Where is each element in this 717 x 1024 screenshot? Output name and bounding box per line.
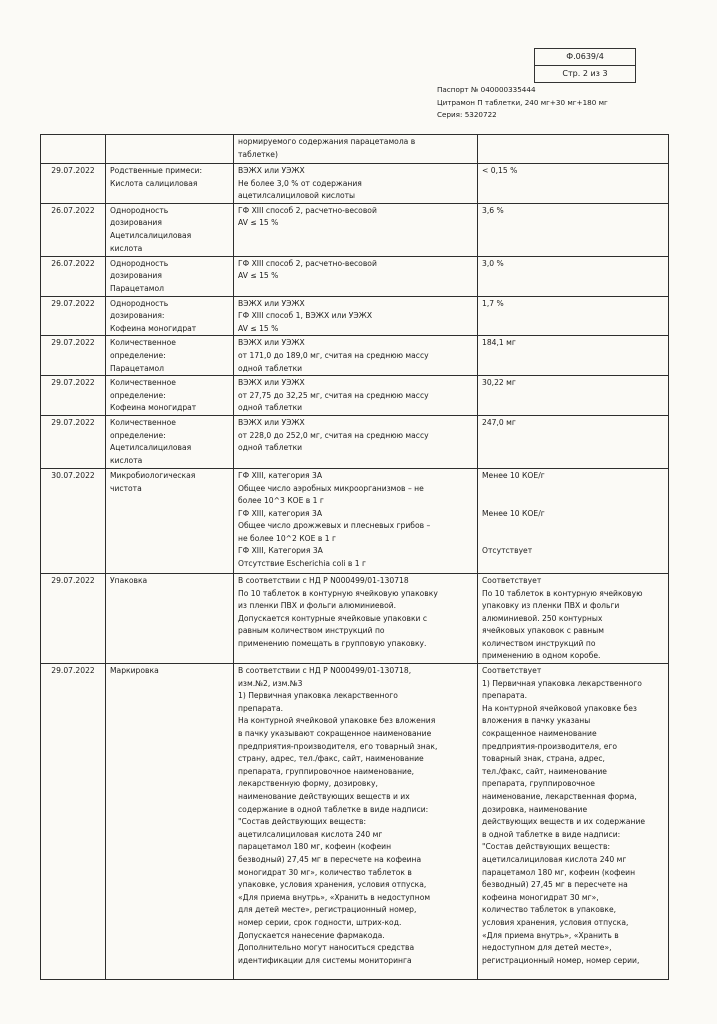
table-row — [41, 664, 669, 980]
row-indicator: Маркировка — [106, 664, 234, 980]
table-row — [41, 256, 669, 296]
table-row — [41, 468, 669, 573]
row-result: 30,22 мг — [478, 376, 669, 416]
row-result: 184,1 мг — [478, 336, 669, 376]
table-row — [41, 573, 669, 663]
page-number: Стр. 2 из 3 — [562, 69, 608, 78]
row-date: 29.07.2022 — [41, 164, 106, 204]
row-result: 3,6 % — [478, 203, 669, 256]
row-indicator: Однородность дозирования Ацетилсалициловая кислота — [106, 203, 234, 256]
row-requirement: В соответствии с НД Р N000499/01-130718 По 10 таблеток в контурную ячейковую упаковку из пленки ПВХ и фольги алюминиевой. Допускается контурные ячейковые упаковки с равным количеством инструкций по применению помещать в групповую упаковку. — [234, 573, 478, 663]
row-result: < 0,15 % — [478, 164, 669, 204]
series-number: Серия: 5320722 — [437, 110, 497, 119]
row-date — [41, 135, 106, 164]
row-indicator: Микробиологическая чистота — [106, 468, 234, 573]
row-result: 247,0 мг — [478, 415, 669, 468]
row-requirement: ГФ XIII, категория 3А Общее число аэробных микроорганизмов – не более 10^3 КОЕ в 1 г ГФ XIII, категория 3А Общее число дрожжевых и плесневых грибов – не более 10^2 КОЕ в 1 г ГФ XIII, Категория 3А Отсутствие Escherichia coli в 1 г — [234, 468, 478, 573]
row-indicator — [106, 135, 234, 164]
row-date: 29.07.2022 — [41, 415, 106, 468]
row-date: 29.07.2022 — [41, 573, 106, 663]
row-requirement: ВЭЖХ или УЭЖХ от 228,0 до 252,0 мг, считая на среднюю массу одной таблетки — [234, 415, 478, 468]
table-row — [41, 203, 669, 256]
row-indicator: Количественное определение: Парацетамол — [106, 336, 234, 376]
row-date: 29.07.2022 — [41, 296, 106, 336]
row-result: 3,0 % — [478, 256, 669, 296]
row-result: Соответствует 1) Первичная упаковка лекарственного препарата. На контурной ячейковой упаковке без вложения в пачку указаны сокращенное наименование предприятия-производителя, его товарный знак, страна, адрес, тел./факс, сайт, наименование препарата, группировочное наименование, лекарственная форма, дозировка, наименование действующих веществ и их содержание в одной таблетке в виде надписи: "Состав действующих веществ: ацетилсалициловая кислота 240 мг парацетамол 180 мг, кофеин (кофеин безводный) 27,45 мг в пересчете на кофеина моногидрат 30 мг», количество таблеток в упаковке, условия хранения, условия отпуска, «Для приема внутрь», «Хранить в недоступном для детей месте», регистрационный номер, номер серии, — [478, 664, 669, 980]
row-result: Соответствует По 10 таблеток в контурную ячейковую упаковку из пленки ПВХ и фольги алюминиевой. 250 контурных ячейковых упаковок с равным количеством инструкций по применению в одном коробе. — [478, 573, 669, 663]
row-date: 26.07.2022 — [41, 203, 106, 256]
row-result: Менее 10 КОЕ/г Менее 10 КОЕ/г Отсутствует — [478, 468, 669, 573]
row-indicator: Количественное определение: Ацетилсалициловая кислота — [106, 415, 234, 468]
row-indicator: Упаковка — [106, 573, 234, 663]
row-date: 29.07.2022 — [41, 376, 106, 416]
document-header — [437, 84, 608, 122]
table-row — [41, 164, 669, 204]
row-date: 29.07.2022 — [41, 336, 106, 376]
form-code: Ф.0639/4 — [535, 49, 635, 66]
row-requirement: ВЭЖХ или УЭЖХ от 171,0 до 189,0 мг, считая на среднюю массу одной таблетки — [234, 336, 478, 376]
row-requirement: ГФ XIII способ 2, расчетно-весовой AV ≤ 15 % — [234, 203, 478, 256]
product-name: Цитрамон П таблетки, 240 мг+30 мг+180 мг — [437, 97, 608, 107]
row-requirement: нормируемого содержания парацетамола в таблетке) — [234, 135, 478, 164]
row-date: 30.07.2022 — [41, 468, 106, 573]
row-indicator: Количественное определение: Кофеина моногидрат — [106, 376, 234, 416]
row-requirement: ВЭЖХ или УЭЖХ от 27,75 до 32,25 мг, считая на среднюю массу одной таблетки — [234, 376, 478, 416]
row-indicator: Родственные примеси: Кислота салициловая — [106, 164, 234, 204]
row-date: 26.07.2022 — [41, 256, 106, 296]
form-code-box — [534, 48, 636, 83]
row-result: 1,7 % — [478, 296, 669, 336]
row-requirement: В соответствии с НД Р N000499/01-130718, изм.№2, изм.№3 1) Первичная упаковка лекарственного препарата. На контурной ячейковой упаковке без вложения в пачку указывают сокращенное наименование предприятия-производителя, его товарный знак, страну, адрес, тел./факс, сайт, наименование препарата, группировочное наименование, лекарственную форму, дозировку, наименование действующих веществ и их содержание в одной таблетке в виде надписи: "Состав действующих веществ: ацетилсалициловая кислота 240 мг парацетамол 180 мг, кофеин (кофеин безводный) 27,45 мг в пересчете на кофеина моногидрат 30 мг», количество таблеток в упаковке, условия хранения, условия отпуска, «Для приема внутрь», «Хранить в недоступном для детей месте», регистрационный номер, номер серии, срок годности, штрих-код. Допускается нанесение фармакода. Дополнительно могут наноситься средства идентификации для системы мониторинга — [234, 664, 478, 980]
table-row — [41, 336, 669, 376]
row-indicator: Однородность дозирования Парацетамол — [106, 256, 234, 296]
row-indicator: Однородность дозирования: Кофеина моногидрат — [106, 296, 234, 336]
row-requirement: ВЭЖХ или УЭЖХ Не более 3,0 % от содержания ацетилсалициловой кислоты — [234, 164, 478, 204]
row-date: 29.07.2022 — [41, 664, 106, 980]
row-result — [478, 135, 669, 164]
table-row — [41, 296, 669, 336]
row-requirement: ГФ XIII способ 2, расчетно-весовой AV ≤ 15 % — [234, 256, 478, 296]
row-requirement: ВЭЖХ или УЭЖХ ГФ XIII способ 1, ВЭЖХ или УЭЖХ AV ≤ 15 % — [234, 296, 478, 336]
table-row — [41, 415, 669, 468]
analysis-table — [40, 134, 669, 980]
passport-number: Паспорт № 040000335444 — [437, 85, 536, 94]
table-row — [41, 135, 669, 164]
table-row — [41, 376, 669, 416]
